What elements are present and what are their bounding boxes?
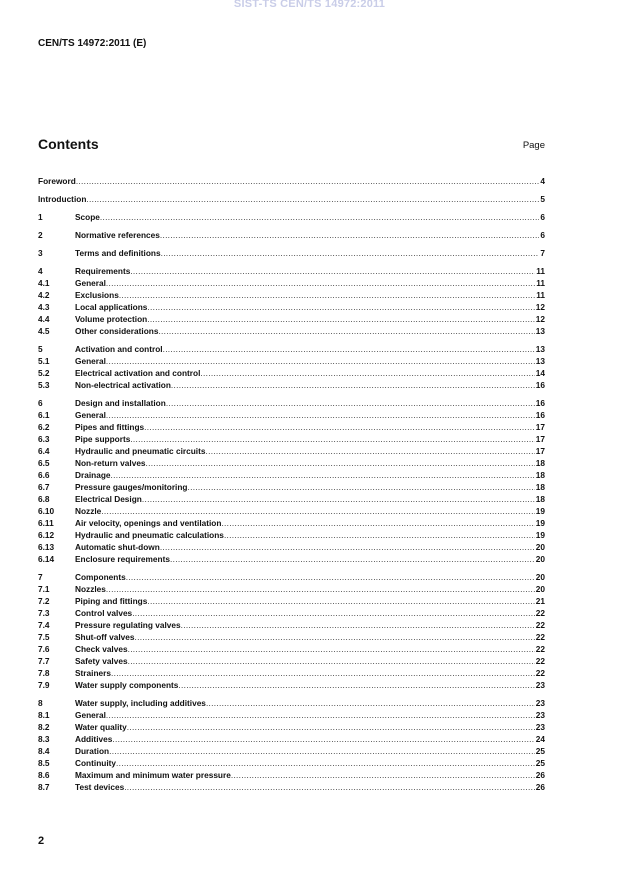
toc-entry-title: General <box>75 356 106 366</box>
toc-entry[interactable] <box>38 517 545 529</box>
toc-entry-page: 22 <box>535 608 545 618</box>
toc-entry-number: 6.4 <box>38 446 50 456</box>
toc-entry-title: Hydraulic and pneumatic circuits <box>75 446 206 456</box>
page-column-label: Page <box>522 140 545 151</box>
toc-entry[interactable] <box>38 409 545 421</box>
toc-entry-page: 13 <box>535 326 545 336</box>
dot-leader <box>178 679 534 691</box>
toc-entry-page: 16 <box>535 410 545 420</box>
dot-leader <box>76 175 540 187</box>
toc-entry-number: 3 <box>38 248 43 258</box>
toc-entry-number: 2 <box>38 230 43 240</box>
toc-entry[interactable] <box>38 175 545 187</box>
toc-entry-page: 19 <box>535 530 545 540</box>
toc-entry-title: Pipes and fittings <box>75 422 145 432</box>
toc-entry-title: Piping and fittings <box>75 596 148 606</box>
toc-entry-number: 5.3 <box>38 380 50 390</box>
toc-entry[interactable] <box>38 343 545 355</box>
toc-entry-number: 8 <box>38 698 43 708</box>
toc-entry[interactable] <box>38 325 545 337</box>
toc-entry-page: 18 <box>535 494 545 504</box>
dot-leader <box>166 397 535 409</box>
toc-entry[interactable] <box>38 643 545 655</box>
toc-entry-page: 23 <box>535 680 545 690</box>
toc-entry[interactable] <box>38 445 545 457</box>
toc-entry-title: Other considerations <box>75 326 159 336</box>
dot-leader <box>200 367 534 379</box>
dot-leader <box>144 421 535 433</box>
toc-entry-title: Pressure regulating valves <box>75 620 181 630</box>
toc-entry-page: 26 <box>535 782 545 792</box>
toc-entry[interactable] <box>38 553 545 565</box>
toc-entry-title: Safety valves <box>75 656 128 666</box>
toc-entry[interactable] <box>38 757 545 769</box>
toc-entry-title: Water supply, including additives <box>75 698 206 708</box>
toc-entry[interactable] <box>38 733 545 745</box>
toc-entry-title: Additives <box>75 734 113 744</box>
toc-entry-page: 19 <box>535 506 545 516</box>
toc-entry[interactable] <box>38 607 545 619</box>
toc-entry-number: 6.14 <box>38 554 55 564</box>
toc-entry[interactable] <box>38 421 545 433</box>
toc-entry-title: General <box>75 410 106 420</box>
toc-entry-title: Exclusions <box>75 290 119 300</box>
toc-entry-page: 20 <box>535 554 545 564</box>
dot-leader <box>160 541 535 553</box>
dot-leader <box>111 469 535 481</box>
toc-entry-number: 6.3 <box>38 434 50 444</box>
toc-entry-number: 7.6 <box>38 644 50 654</box>
toc-entry[interactable] <box>38 433 545 445</box>
toc-entry-number: 8.3 <box>38 734 50 744</box>
toc-entry[interactable] <box>38 457 545 469</box>
toc-entry-number: 7.8 <box>38 668 50 678</box>
toc-entry-number: 4 <box>38 266 43 276</box>
dot-leader <box>221 517 534 529</box>
toc-entry[interactable] <box>38 301 545 313</box>
dot-leader <box>161 247 540 259</box>
dot-leader <box>126 571 535 583</box>
toc-entry[interactable] <box>38 313 545 325</box>
toc-entry[interactable] <box>38 709 545 721</box>
toc-entry-title: Non-electrical activation <box>75 380 171 390</box>
toc-entry[interactable] <box>38 721 545 733</box>
toc-entry-page: 22 <box>535 656 545 666</box>
toc-entry-number: 4.4 <box>38 314 50 324</box>
dot-leader <box>106 583 535 595</box>
toc-entry-title: Water quality <box>75 722 127 732</box>
toc-entry[interactable] <box>38 355 545 367</box>
toc-entry-title: Local applications <box>75 302 148 312</box>
toc-entry-number: 5.2 <box>38 368 50 378</box>
toc-entry-title: Design and installation <box>75 398 166 408</box>
toc-entry-page: 13 <box>535 344 545 354</box>
toc-entry-page: 11 <box>536 266 545 276</box>
toc-entry-number: 4.3 <box>38 302 50 312</box>
toc-entry-title: Strainers <box>75 668 111 678</box>
dot-leader <box>124 781 535 793</box>
toc-entry-title: Drainage <box>75 470 111 480</box>
toc-entry-page: 22 <box>535 668 545 678</box>
toc-entry-page: 26 <box>535 770 545 780</box>
table-of-contents <box>38 175 545 793</box>
dot-leader <box>171 379 535 391</box>
toc-entry-page: 20 <box>535 572 545 582</box>
toc-entry[interactable] <box>38 595 545 607</box>
toc-entry-title: Scope <box>75 212 100 222</box>
toc-entry-page: 17 <box>535 446 545 456</box>
toc-entry-number: 7 <box>38 572 43 582</box>
toc-entry[interactable] <box>38 289 545 301</box>
toc-entry-title: Non-return valves <box>75 458 146 468</box>
toc-entry-title: Electrical Design <box>75 494 142 504</box>
toc-entry-title: General <box>75 278 106 288</box>
dot-leader <box>112 733 534 745</box>
toc-entry-page: 18 <box>535 482 545 492</box>
toc-entry-page: 18 <box>535 470 545 480</box>
toc-entry-title: Electrical activation and control <box>75 368 201 378</box>
toc-entry-title: Pressure gauges/monitoring <box>75 482 188 492</box>
toc-entry-number: 6.10 <box>38 506 55 516</box>
dot-leader <box>130 265 535 277</box>
toc-entry[interactable] <box>38 529 545 541</box>
toc-entry-number: 6.13 <box>38 542 55 552</box>
toc-entry-title: Nozzles <box>75 584 106 594</box>
toc-entry[interactable] <box>38 493 545 505</box>
dot-leader <box>134 631 534 643</box>
toc-entry-page: 5 <box>540 194 545 204</box>
toc-entry-title: Pipe supports <box>75 434 131 444</box>
toc-entry-page: 14 <box>535 368 545 378</box>
toc-entry-title: Introduction <box>38 194 87 204</box>
toc-entry[interactable] <box>38 745 545 757</box>
toc-entry-page: 16 <box>535 380 545 390</box>
toc-entry-page: 22 <box>535 632 545 642</box>
toc-entry-title: Water supply components <box>75 680 179 690</box>
toc-entry-title: Enclosure requirements <box>75 554 170 564</box>
page-number: 2 <box>38 835 45 847</box>
toc-entry-number: 7.1 <box>38 584 50 594</box>
toc-entry-number: 5 <box>38 344 43 354</box>
toc-entry-title: Requirements <box>75 266 131 276</box>
toc-entry-page: 24 <box>535 734 545 744</box>
toc-entry-title: Hydraulic and pneumatic calculations <box>75 530 224 540</box>
toc-entry-page: 12 <box>535 302 545 312</box>
toc-entry-number: 7.9 <box>38 680 50 690</box>
dot-leader <box>130 433 534 445</box>
dot-leader <box>147 301 534 313</box>
toc-entry[interactable] <box>38 277 545 289</box>
dot-leader <box>109 745 535 757</box>
toc-entry-number: 4.5 <box>38 326 50 336</box>
dot-leader <box>188 481 535 493</box>
toc-entry[interactable] <box>38 229 545 241</box>
toc-entry-number: 8.1 <box>38 710 50 720</box>
toc-entry-title: Foreword <box>38 176 76 186</box>
toc-entry-number: 5.1 <box>38 356 50 366</box>
toc-entry-title: Test devices <box>75 782 125 792</box>
toc-entry[interactable] <box>38 481 545 493</box>
toc-entry-number: 7.7 <box>38 656 50 666</box>
toc-entry-title: Continuity <box>75 758 117 768</box>
toc-entry-page: 21 <box>535 596 545 606</box>
contents-title: Contents <box>38 136 99 152</box>
toc-entry-number: 7.3 <box>38 608 50 618</box>
toc-entry-number: 8.5 <box>38 758 50 768</box>
toc-entry-title: Activation and control <box>75 344 163 354</box>
toc-entry-page: 6 <box>540 230 545 240</box>
toc-entry-page: 23 <box>535 698 545 708</box>
toc-entry[interactable] <box>38 769 545 781</box>
toc-entry[interactable] <box>38 211 545 223</box>
toc-entry-page: 22 <box>535 620 545 630</box>
toc-entry-page: 12 <box>535 314 545 324</box>
dot-leader <box>231 769 535 781</box>
toc-entry[interactable] <box>38 619 545 631</box>
dot-leader <box>142 493 535 505</box>
dot-leader <box>170 553 535 565</box>
toc-entry-number: 6.7 <box>38 482 50 492</box>
dot-leader <box>163 343 535 355</box>
toc-entry-page: 4 <box>540 176 545 186</box>
dot-leader <box>106 709 535 721</box>
toc-entry[interactable] <box>38 631 545 643</box>
dot-leader <box>158 325 534 337</box>
toc-entry-number: 8.2 <box>38 722 50 732</box>
toc-entry-page: 19 <box>535 518 545 528</box>
toc-entry[interactable] <box>38 667 545 679</box>
document-id: CEN/TS 14972:2011 (E) <box>38 38 147 49</box>
toc-entry-number: 7.5 <box>38 632 50 642</box>
toc-entry-number: 8.6 <box>38 770 50 780</box>
dot-leader <box>181 619 535 631</box>
toc-entry-number: 6 <box>38 398 43 408</box>
toc-entry-number: 6.6 <box>38 470 50 480</box>
toc-entry-number: 7.2 <box>38 596 50 606</box>
toc-entry-number: 8.4 <box>38 746 50 756</box>
toc-entry-number: 7.4 <box>38 620 50 630</box>
toc-entry-page: 11 <box>536 278 545 288</box>
toc-entry-page: 25 <box>535 758 545 768</box>
dot-leader <box>111 667 535 679</box>
toc-entry-page: 20 <box>535 542 545 552</box>
watermark: SIST-TS CEN/TS 14972:2011 <box>233 0 386 10</box>
toc-entry-page: 7 <box>540 248 545 258</box>
dot-leader <box>116 757 535 769</box>
dot-leader <box>127 721 535 733</box>
dot-leader <box>86 193 539 205</box>
toc-entry-page: 11 <box>536 290 545 300</box>
toc-entry[interactable] <box>38 571 545 583</box>
toc-entry-title: Components <box>75 572 126 582</box>
toc-entry-page: 23 <box>535 710 545 720</box>
toc-entry-title: General <box>75 710 106 720</box>
toc-entry-title: Duration <box>75 746 110 756</box>
dot-leader <box>101 505 534 517</box>
toc-entry-number: 8.7 <box>38 782 50 792</box>
dot-leader <box>147 595 534 607</box>
toc-entry[interactable] <box>38 193 545 205</box>
dot-leader <box>146 457 535 469</box>
toc-entry-title: Maximum and minimum water pressure <box>75 770 231 780</box>
toc-entry-page: 22 <box>535 644 545 654</box>
toc-entry[interactable] <box>38 583 545 595</box>
toc-entry-number: 6.5 <box>38 458 50 468</box>
toc-entry-title: Terms and definitions <box>75 248 161 258</box>
toc-entry[interactable] <box>38 397 545 409</box>
toc-entry-page: 20 <box>535 584 545 594</box>
toc-entry[interactable] <box>38 265 545 277</box>
dot-leader <box>224 529 535 541</box>
dot-leader <box>132 607 535 619</box>
dot-leader <box>147 313 535 325</box>
toc-entry-title: Automatic shut-down <box>75 542 160 552</box>
toc-entry-page: 17 <box>535 434 545 444</box>
toc-entry-page: 23 <box>535 722 545 732</box>
toc-entry-number: 4.1 <box>38 278 50 288</box>
toc-entry[interactable] <box>38 505 545 517</box>
toc-entry-page: 25 <box>535 746 545 756</box>
toc-entry[interactable] <box>38 379 545 391</box>
toc-entry-number: 6.2 <box>38 422 50 432</box>
dot-leader <box>160 229 540 241</box>
toc-entry[interactable] <box>38 541 545 553</box>
toc-entry-title: Check valves <box>75 644 128 654</box>
toc-entry-number: 6.11 <box>38 518 54 528</box>
toc-entry-page: 6 <box>540 212 545 222</box>
toc-entry-number: 4.2 <box>38 290 50 300</box>
toc-entry-number: 6.12 <box>38 530 55 540</box>
dot-leader <box>119 289 535 301</box>
toc-entry-title: Normative references <box>75 230 160 240</box>
toc-entry-title: Shut-off valves <box>75 632 135 642</box>
toc-entry-title: Air velocity, openings and ventilation <box>75 518 222 528</box>
toc-entry-number: 6.1 <box>38 410 50 420</box>
toc-entry[interactable] <box>38 469 545 481</box>
toc-entry-number: 1 <box>38 212 43 222</box>
toc-entry-title: Nozzle <box>75 506 102 516</box>
toc-entry-number: 6.8 <box>38 494 50 504</box>
dot-leader <box>205 445 534 457</box>
toc-entry[interactable] <box>38 655 545 667</box>
dot-leader <box>128 643 535 655</box>
toc-entry-page: 17 <box>535 422 545 432</box>
toc-entry-title: Volume protection <box>75 314 148 324</box>
toc-entry[interactable] <box>38 679 545 691</box>
dot-leader <box>106 355 535 367</box>
dot-leader <box>206 697 535 709</box>
toc-entry-page: 18 <box>535 458 545 468</box>
dot-leader <box>128 655 535 667</box>
toc-entry-title: Control valves <box>75 608 133 618</box>
toc-entry[interactable] <box>38 781 545 793</box>
dot-leader <box>106 409 535 421</box>
dot-leader <box>100 211 539 223</box>
toc-entry[interactable] <box>38 367 545 379</box>
toc-entry[interactable] <box>38 247 545 259</box>
dot-leader <box>106 277 535 289</box>
toc-entry[interactable] <box>38 697 545 709</box>
toc-entry-page: 13 <box>535 356 545 366</box>
toc-entry-page: 16 <box>535 398 545 408</box>
